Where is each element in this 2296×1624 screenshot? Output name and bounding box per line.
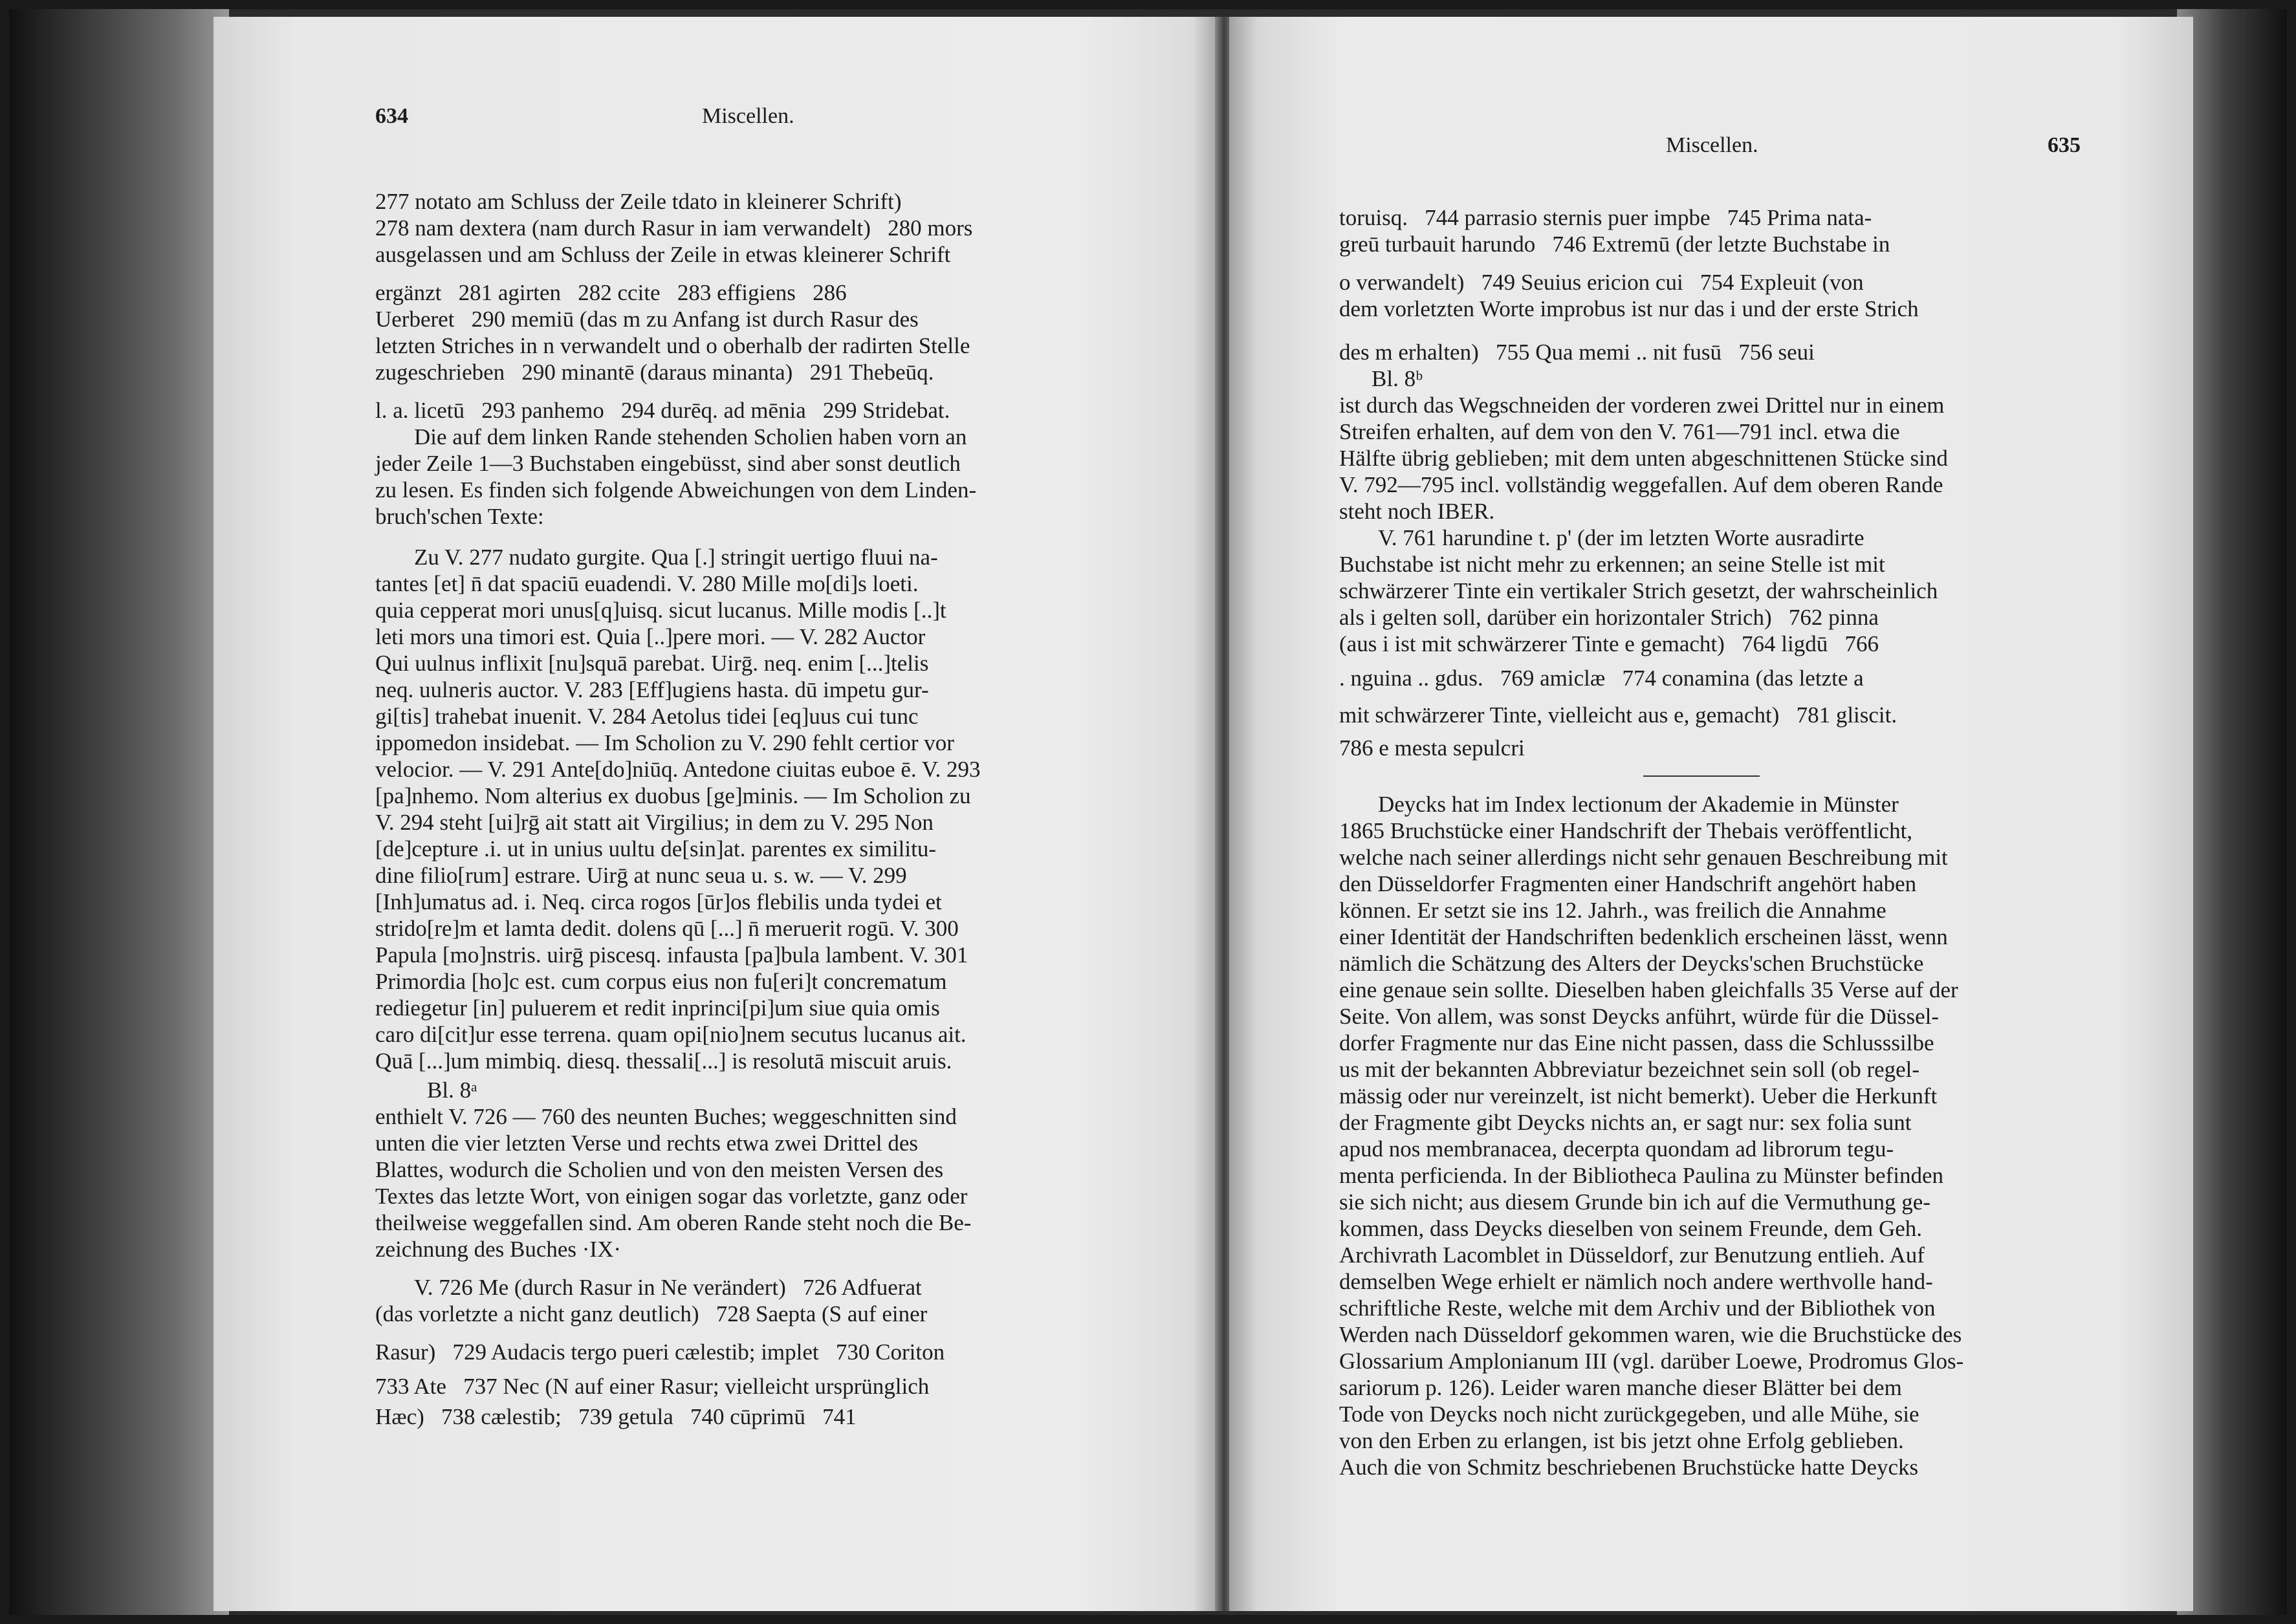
- text-line: Tode von Deycks noch nicht zurückgegeben, und alle Mühe, sie: [1339, 1402, 1919, 1427]
- text-line: V. 761 harundine t. p' (der im letzten Worte ausradirte: [1378, 525, 1864, 550]
- text-line: können. Er setzt sie ins 12. Jahrh., was freilich die Annahme: [1339, 898, 1886, 923]
- text-line: Streifen erhalten, auf dem von den V. 761—791 incl. etwa die: [1339, 419, 1900, 444]
- right-page-text: [1339, 204, 2180, 1480]
- text-line: apud nos membranacea, decerpta quondam ad librorum tegu-: [1339, 1136, 1894, 1162]
- text-line: ippomedon insidebat. — Im Scholion zu V. 290 fehlt certior vor: [375, 730, 954, 755]
- text-line: Archivrath Lacomblet in Düsseldorf, zur Benutzung entlieh. Auf: [1339, 1242, 1925, 1268]
- text-line: strido[re]m et lamta dedit. dolens qū [...] n̄ meruerit rogū. V. 300: [375, 916, 959, 941]
- text-line: zu lesen. Es finden sich folgende Abweichungen von dem Linden-: [375, 477, 977, 503]
- text-line: als i gelten soll, darüber ein horizontaler Strich) 762 pinna: [1339, 605, 1879, 630]
- text-line: demselben Wege erhielt er nämlich noch andere werthvolle hand-: [1339, 1269, 1933, 1294]
- text-line: 786 e mesta sepulcri: [1339, 735, 1525, 761]
- text-line: kommen, dass Deycks dieselben von seinem Freunde, dem Geh.: [1339, 1216, 1923, 1241]
- text-line: den Düsseldorfer Fragmenten einer Handschrift angehört haben: [1339, 871, 1917, 896]
- text-line: gi[tis] trahebat inuenit. V. 284 Aetolus tidei [eq]uus cui tunc: [375, 704, 919, 729]
- text-line: leti mors una timori est. Quia [..]pere mori. — V. 282 Auctor: [375, 624, 926, 649]
- left-running-title: Miscellen.: [702, 104, 794, 128]
- text-line: V. 294 steht [ui]rḡ ait statt ait Virgilius; in dem zu V. 295 Non: [375, 810, 934, 835]
- text-line: dine filio[rum] estrare. Uirḡ at nunc seua u. s. w. — V. 299: [375, 863, 907, 888]
- text-line: welche nach seiner allerdings nicht sehr genauen Beschreibung mit: [1339, 845, 1948, 870]
- text-line: letzten Striches in n verwandelt und o oberhalb der radirten Stelle: [375, 333, 970, 358]
- text-line: ergänzt 281 agirten 282 ccite 283 effigiens 286: [375, 280, 847, 305]
- text-line: schwärzerer Tinte ein vertikaler Strich gesetzt, der wahrscheinlich: [1339, 578, 1938, 603]
- text-line: [de]cepture .i. ut in unius uultu de[sin]at. parentes ex similitu-: [375, 836, 937, 861]
- text-line: quia cepperat mori unus[q]uisq. sicut lucanus. Mille modis [..]t: [375, 598, 946, 623]
- text-line: (aus i ist mit schwärzerer Tinte e gemacht) 764 ligdū 766: [1339, 631, 1879, 656]
- text-line: Buchstabe ist nicht mehr zu erkennen; an seine Stelle ist mit: [1339, 552, 1885, 577]
- text-line: von den Erben zu erlangen, ist bis jetzt ohne Erfolg geblieben.: [1339, 1428, 1904, 1453]
- scan-left-edge: [9, 9, 229, 1615]
- text-line: rediegetur [in] puluerem et redit inprinci[pi]um siue quia omis: [375, 995, 940, 1021]
- scan-right-edge: [2177, 9, 2287, 1615]
- text-line: Qui uulnus inflixit [nu]squā parebat. Uirḡ. neq. enim [...]telis: [375, 651, 929, 676]
- text-line: l. a. licetū 293 panhemo 294 durēq. ad mēnia 299 Stridebat.: [375, 398, 950, 423]
- text-line: Seite. Von allem, was sonst Deycks anführt, würde für die Düssel-: [1339, 1004, 1940, 1029]
- text-line: Bl. 8ᵇ: [1372, 366, 1423, 391]
- text-line: ausgelassen und am Schluss der Zeile in etwas kleinerer Schrift: [375, 242, 951, 267]
- left-page-text: [375, 188, 1223, 1430]
- text-line: Primordia [ho]c est. cum corpus eius non fu[eri]t concrematum: [375, 969, 947, 994]
- right-running-title: Miscellen.: [1666, 133, 1758, 157]
- text-line: zugeschrieben 290 minantē (daraus minanta) 291 Thebeūq.: [375, 360, 934, 385]
- right-page: [1229, 17, 2193, 1611]
- text-line: zeichnung des Buches ·IX·: [375, 1237, 622, 1262]
- text-line: Rasur) 729 Audacis tergo pueri cælestib; implet 730 Coriton: [375, 1339, 945, 1365]
- text-line: 733 Ate 737 Nec (N auf einer Rasur; vielleicht ursprünglich: [375, 1374, 930, 1399]
- text-line: caro di[cit]ur esse terrena. quam opi[nio]nem secutus lucanus ait.: [375, 1022, 967, 1047]
- text-line: Quā [...]um mimbiq. diesq. thessali[...] is resolutā miscuit aruis.: [375, 1048, 952, 1074]
- text-line: bruch'schen Texte:: [375, 504, 544, 529]
- text-line: o verwandelt) 749 Seuius ericion cui 754 Expleuit (von: [1339, 270, 1864, 295]
- right-page-number: 635: [2048, 133, 2081, 157]
- text-line: steht noch IBER.: [1339, 499, 1495, 524]
- text-line: der Fragmente gibt Deycks nichts an, er sagt nur: sex folia sunt: [1339, 1110, 1912, 1135]
- text-line: jeder Zeile 1—3 Buchstaben eingebüsst, sind aber sonst deutlich: [375, 451, 961, 476]
- text-line: sariorum p. 126). Leider waren manche dieser Blätter bei dem: [1339, 1375, 1902, 1400]
- text-line: Hälfte übrig geblieben; mit dem unten abgeschnittenen Stücke sind: [1339, 446, 1948, 471]
- left-page-number: 634: [375, 104, 408, 128]
- text-line: tantes [et] n̄ dat spaciū euadendi. V. 280 Mille mo[di]s loeti.: [375, 571, 919, 596]
- text-line: Deycks hat im Index lectionum der Akademie in Münster: [1378, 792, 1899, 817]
- text-line: toruisq. 744 parrasio sternis puer impbe 745 Prima nata-: [1339, 205, 1872, 230]
- text-line: Uerberet 290 memiū (das m zu Anfang ist durch Rasur des: [375, 307, 919, 332]
- left-running-head: [213, 104, 1223, 149]
- text-line: Auch die von Schmitz beschriebenen Bruchstücke hatte Deycks: [1339, 1455, 1919, 1480]
- text-line: einer Identität der Handschriften bedenklich erscheinen lässt, wenn: [1339, 924, 1948, 949]
- text-line: 277 notato am Schluss der Zeile tdato in kleinerer Schrift): [375, 189, 902, 214]
- text-line: Zu V. 277 nudato gurgite. Qua [.] stringit uertigo fluui na-: [414, 545, 938, 570]
- text-line: mässig oder nur vereinzelt, ist nicht bemerkt). Ueber die Herkunft: [1339, 1083, 1938, 1109]
- text-line: Die auf dem linken Rande stehenden Scholien haben vorn an: [414, 424, 967, 449]
- text-line: Glossarium Amplonianum III (vgl. darüber Loewe, Prodromus Glos-: [1339, 1348, 1964, 1374]
- left-page: [213, 17, 1223, 1611]
- text-line: sie sich nicht; aus diesem Grunde bin ich auf die Vermuthung ge-: [1339, 1189, 1930, 1215]
- text-line: Hæc) 738 cælestib; 739 getula 740 cūprimū 741: [375, 1404, 857, 1429]
- right-running-head: [1229, 133, 2193, 179]
- text-line: [Inh]umatus ad. i. Neq. circa rogos [ūr]os flebilis unda tydei et: [375, 889, 942, 915]
- text-line: Papula [mo]nstris. uirḡ piscesq. infausta [pa]bula lambent. V. 301: [375, 942, 968, 968]
- text-line: unten die vier letzten Verse und rechts etwa zwei Drittel des: [375, 1131, 919, 1156]
- text-line: . nguina .. gdus. 769 amiclæ 774 conamina (das letzte a: [1339, 666, 1864, 691]
- text-line: 1865 Bruchstücke einer Handschrift der Thebais veröffentlicht,: [1339, 818, 1913, 843]
- text-line: greū turbauit harundo 746 Extremū (der letzte Buchstabe in: [1339, 232, 1890, 257]
- text-line: (das vorletzte a nicht ganz deutlich) 728 Saepta (S auf einer: [375, 1301, 928, 1326]
- text-line: mit schwärzerer Tinte, vielleicht aus e, gemacht) 781 gliscit.: [1339, 702, 1897, 728]
- text-line: nämlich die Schätzung des Alters der Deycks'schen Bruchstücke: [1339, 951, 1924, 976]
- text-line: Werden nach Düsseldorf gekommen waren, wie die Bruchstücke des: [1339, 1322, 1962, 1347]
- text-line: [pa]nhemo. Nom alterius ex duobus [ge]minis. — Im Scholion zu: [375, 783, 971, 808]
- text-line: menta perficienda. In der Bibliotheca Paulina zu Münster befinden: [1339, 1163, 1943, 1188]
- text-line: theilweise weggefallen sind. Am oberen Rande steht noch die Be-: [375, 1210, 972, 1235]
- text-line: dem vorletzten Worte improbus ist nur das i und der erste Strich: [1339, 296, 1919, 321]
- text-line: dorfer Fragmente nur das Eine nicht passen, dass die Schlusssilbe: [1339, 1030, 1934, 1056]
- text-line: Textes das letzte Wort, von einigen sogar das vorletzte, ganz oder: [375, 1184, 968, 1209]
- text-line: velocior. — V. 291 Ante[do]niūq. Antedone ciuitas euboe ē. V. 293: [375, 757, 981, 782]
- text-line: eine genaue sein sollte. Dieselben haben gleichfalls 35 Verse auf der: [1339, 977, 1958, 1002]
- text-line: V. 726 Me (durch Rasur in Ne verändert) 726 Adfuerat: [414, 1275, 922, 1300]
- text-line: neq. uulneris auctor. V. 283 [Eff]ugiens hasta. dū impetu gur-: [375, 677, 929, 702]
- text-line: V. 792—795 incl. vollständig weggefallen. Auf dem oberen Rande: [1339, 472, 1943, 497]
- text-line: des m erhalten) 755 Qua memi .. nit fusū 756 seui: [1339, 340, 1815, 365]
- text-line: enthielt V. 726 — 760 des neunten Buches; weggeschnitten sind: [375, 1104, 957, 1129]
- text-line: 278 nam dextera (nam durch Rasur in iam verwandelt) 280 mors: [375, 215, 973, 241]
- text-line: Blattes, wodurch die Scholien und von den meisten Versen des: [375, 1157, 944, 1182]
- text-line: schriftliche Reste, welche mit dem Archiv und der Bibliothek von: [1339, 1295, 1936, 1321]
- section-divider: [1643, 775, 1760, 777]
- text-line: us mit der bekannten Abbreviatur bezeichnet sein soll (ob regel-: [1339, 1057, 1920, 1082]
- text-line: ist durch das Wegschneiden der vorderen zwei Drittel nur in einem: [1339, 393, 1945, 418]
- text-line: Bl. 8ᵃ: [427, 1077, 477, 1103]
